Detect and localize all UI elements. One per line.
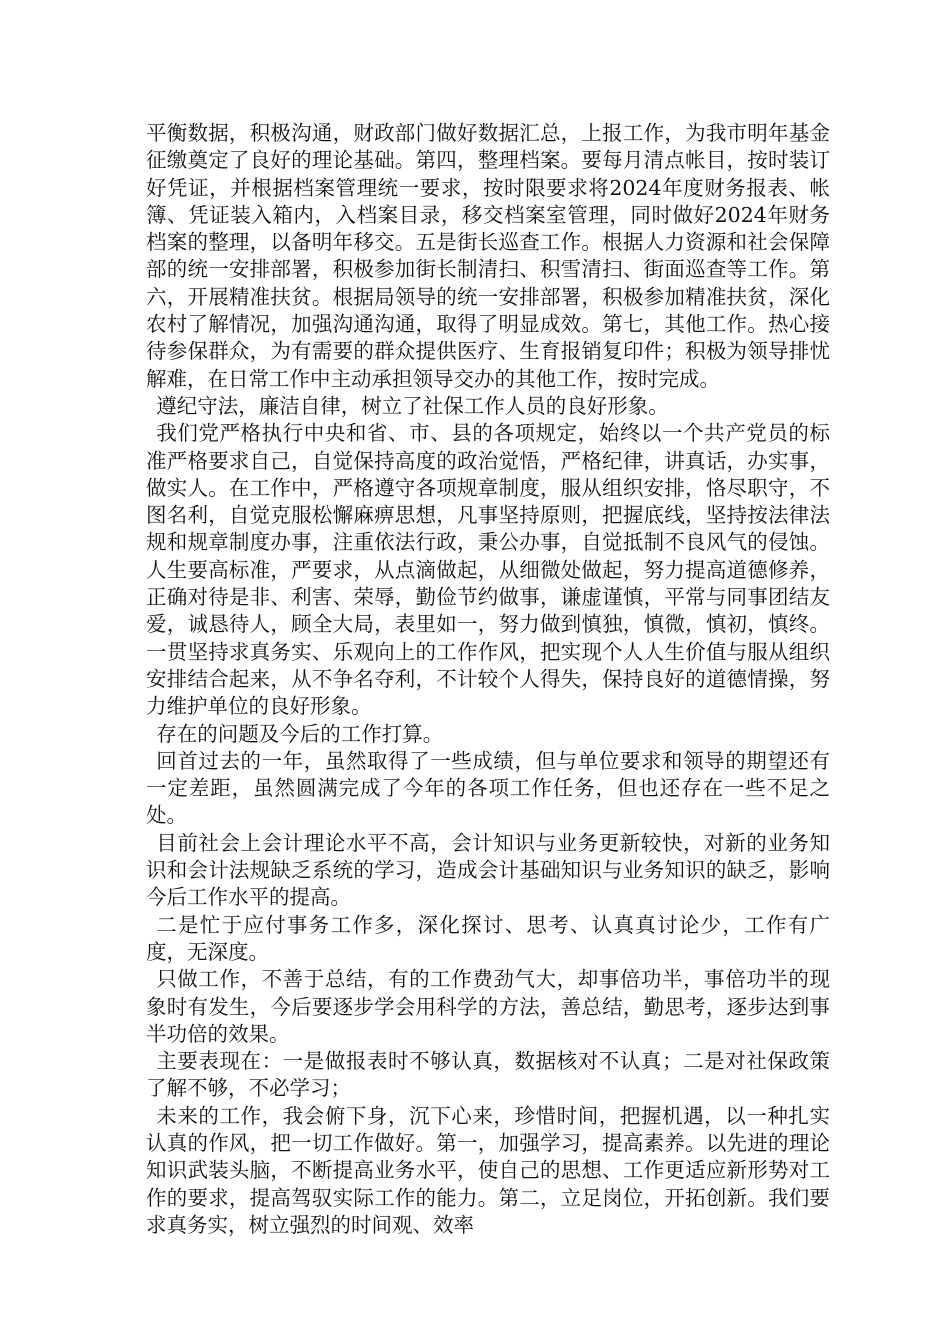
paragraph-future-plan: 未来的工作，我会俯下身，沉下心来，珍惜时间，把握机遇，以一种扎实认真的作风，把一切工作做好。第一，加强学习，提高素养。以先进的理论知识武装头脑，不断提高业务水平，使自己的思想、工作更适应新形势对工作的要求，提高驾驭实际工作的能力。第二，立足岗位，开拓创新。我们要求真务实，树立强烈的时间观、效率 <box>146 1103 830 1237</box>
paragraph-discipline-body: 我们党严格执行中央和省、市、县的各项规定，始终以一个共产党员的标准严格要求自己，自觉保持高度的政治觉悟，严格纪律，讲真话，办实事，做实人。在工作中，严格遵守各项规章制度，服从组织安排，恪尽职守，不图名利，自觉克服松懈麻痹思想，凡事坚持原则，把握底线，坚持按法律法规和规章制度办事，注重依法行政，秉公办事，自觉抵制不良风气的侵蚀。人生要高标准，严要求，从点滴做起，从细微处做起，努力提高道德修养，正确对待是非、利害、荣辱，勤俭节约做事，谦虚谨慎，平常与同事团结友爱，诚恳待人，顾全大局，表里如一，努力做到慎独，慎微，慎初，慎终。一贯坚持求真务实、乐观向上的工作作风，把实现个人人生价值与服从组织安排结合起来，从不争名夺利，不计较个人得失，保持良好的道德情操，努力维护单位的良好形象。 <box>146 421 830 719</box>
document-body <box>146 120 830 1239</box>
paragraph-problem-depth: 二是忙于应付事务工作多，深化探讨、思考、认真真讨论少，工作有广度，无深度。 <box>146 912 830 964</box>
paragraph-problem-knowledge: 目前社会上会计理论水平不高，会计知识与业务更新较快，对新的业务知识和会计法规缺乏系统的学习，造成会计基础知识与业务知识的缺乏，影响今后工作水平的提高。 <box>146 830 830 910</box>
paragraph-problem-summary: 只做工作，不善于总结，有的工作费劲气大，却事倍功半，事倍功半的现象时有发生，今后要逐步学会用科学的方法，善总结，勤思考，逐步达到事半功倍的效果。 <box>146 967 830 1046</box>
paragraph-work-summary: 平衡数据，积极沟通，财政部门做好数据汇总，上报工作，为我市明年基金征缴奠定了良好的理论基础。第四，整理档案。要每月清点帐目，按时装订好凭证，并根据档案管理统一要求，按时限要求将2024年度财务报表、帐簿、凭证装入箱内，入档案目录，移交档案室管理，同时做好2024年财务档案的整理，以备明年移交。五是街长巡查工作。根据人力资源和社会保障部的统一安排部署，积极参加街长制清扫、积雪清扫、街面巡查等工作。第六，开展精准扶贫。根据局领导的统一安排部署，积极参加精准扶贫，深化农村了解情况，加强沟通沟通，取得了明显成效。第七，其他工作。热心接待参保群众，为有需要的群众提供医疗、生育报销复印件；积极为领导排忧解难，在日常工作中主动承担领导交办的其他工作，按时完成。 <box>146 121 830 391</box>
paragraph-problems-heading: 存在的问题及今后的工作打算。 <box>156 721 444 746</box>
paragraph-review: 回首过去的一年，虽然取得了一些成绩，但与单位要求和领导的期望还有一定差距，虽然圆满完成了今年的各项工作任务，但也还存在一些不足之处。 <box>146 748 830 828</box>
paragraph-problem-details: 主要表现在：一是做报表时不够认真，数据核对不认真；二是对社保政策了解不够，不必学习； <box>146 1049 830 1101</box>
paragraph-discipline-heading: 遵纪守法，廉洁自律，树立了社保工作人员的良好形象。 <box>156 393 669 418</box>
